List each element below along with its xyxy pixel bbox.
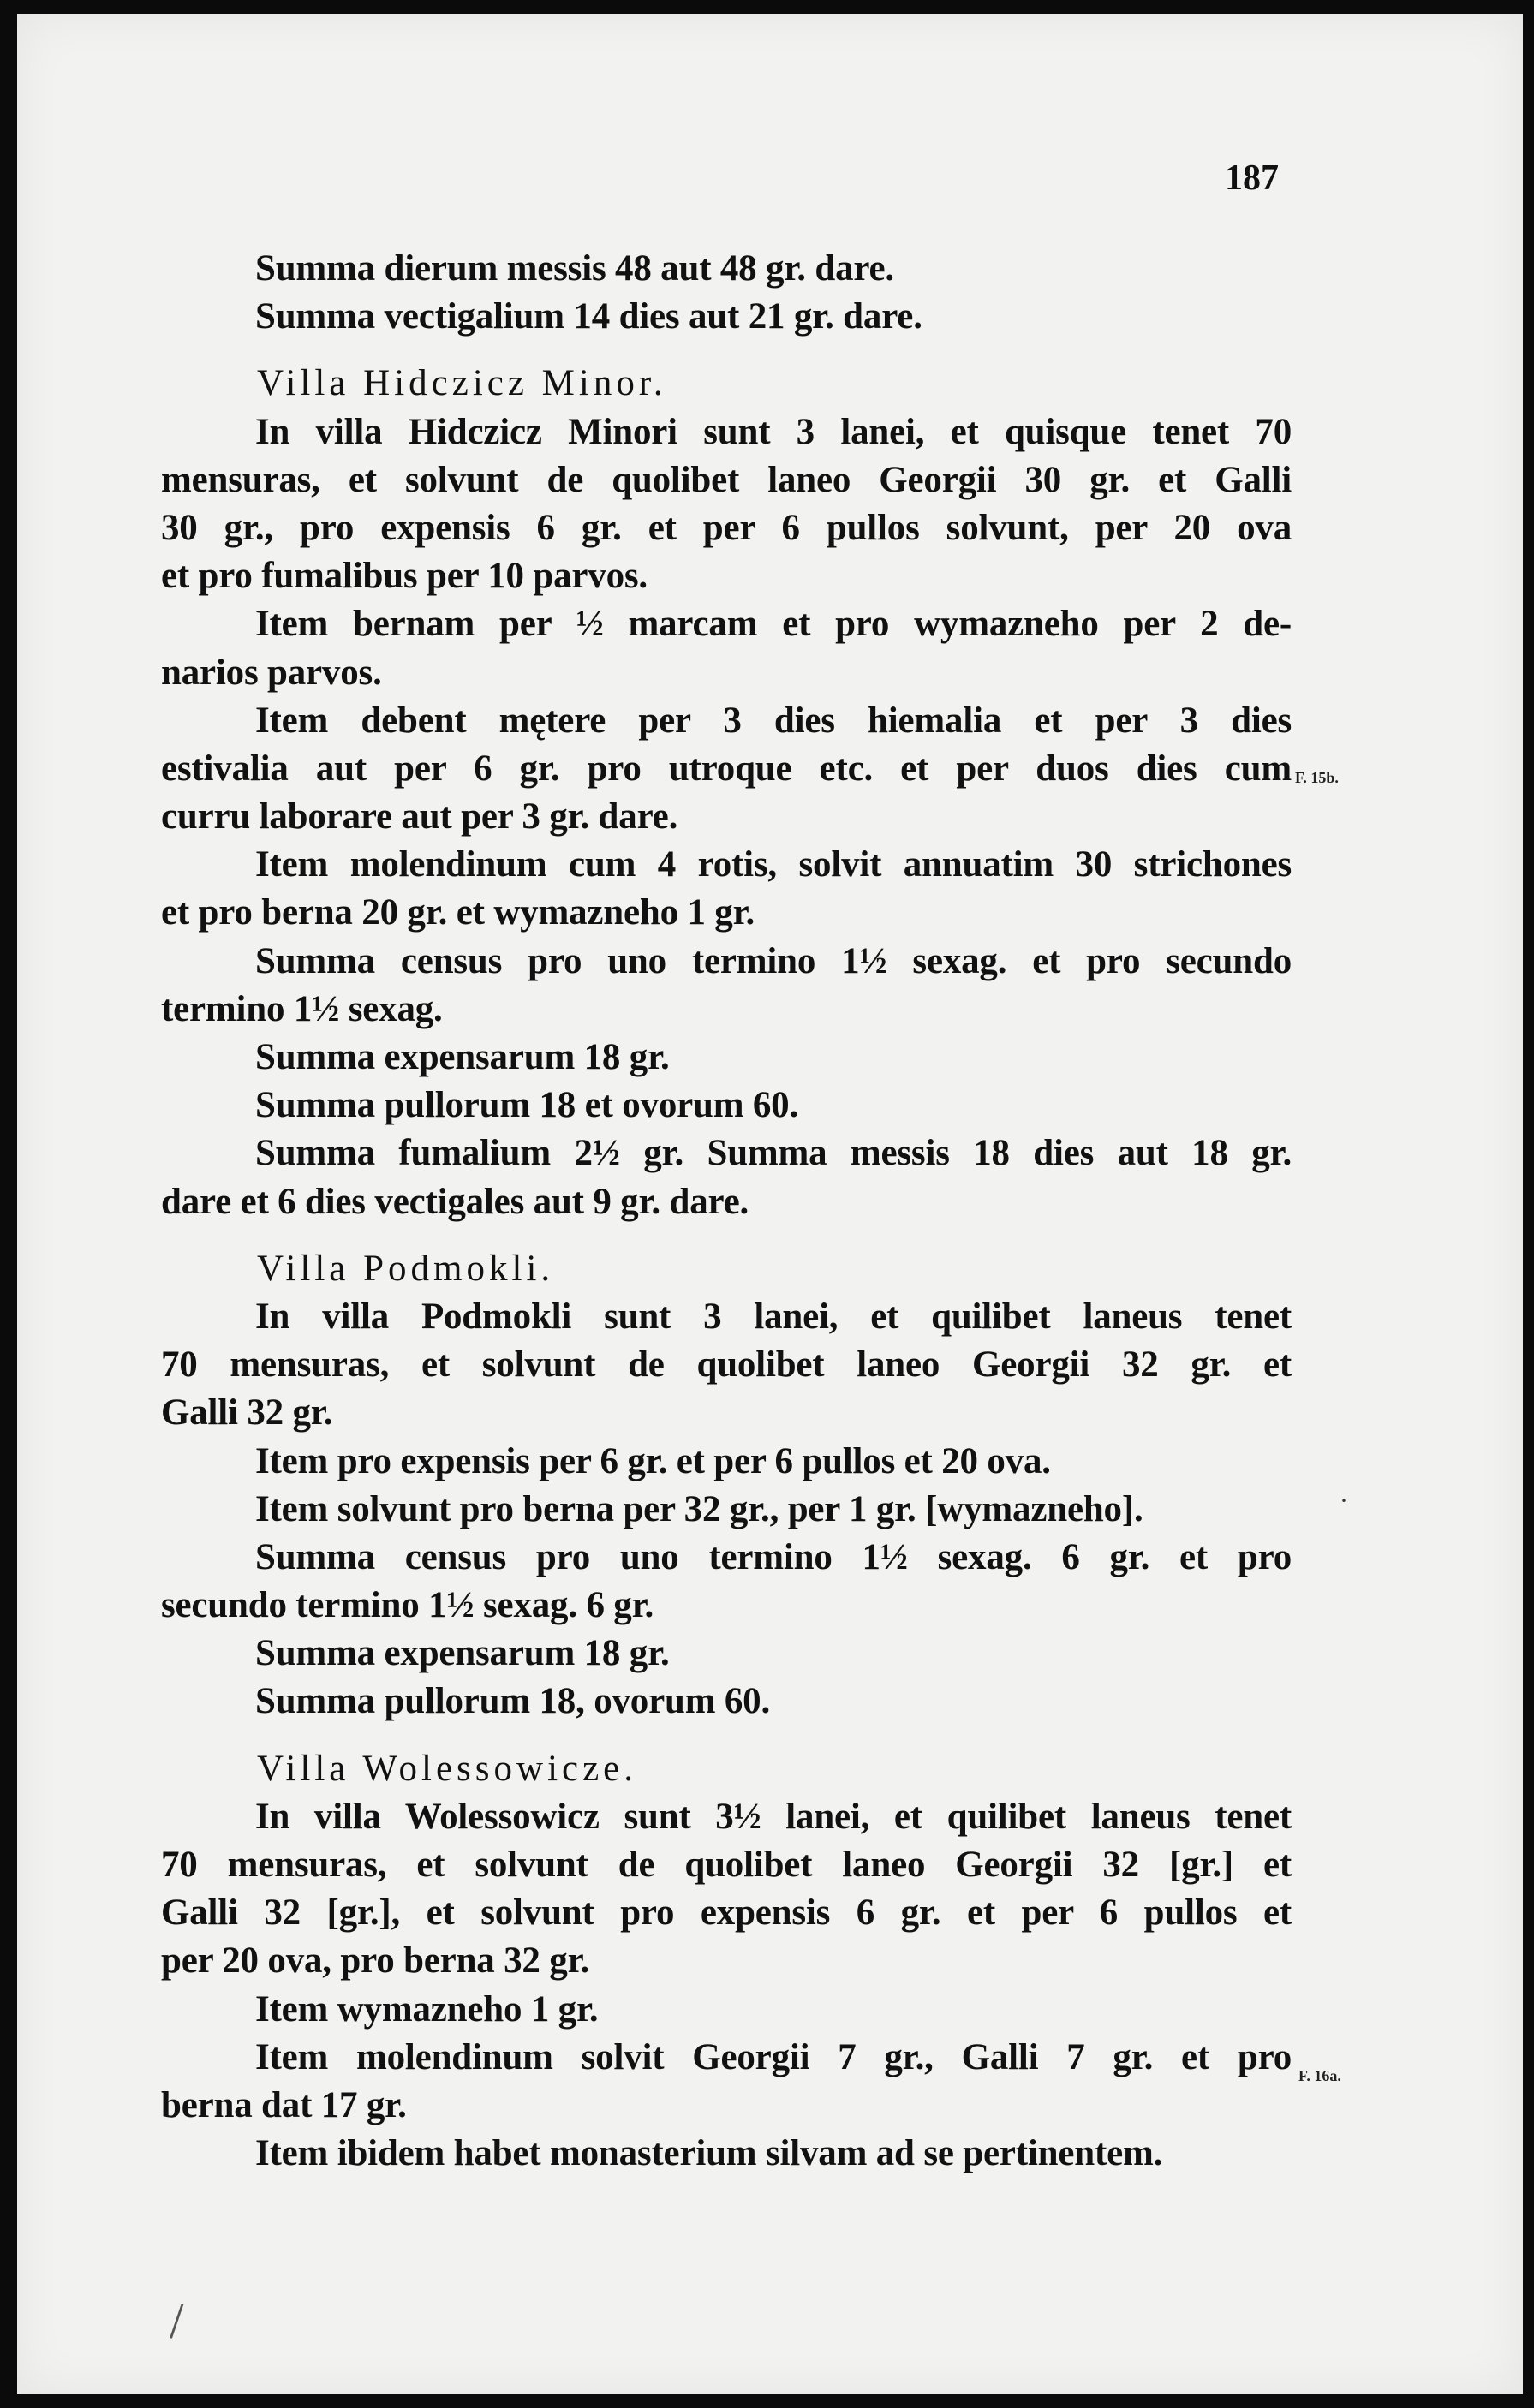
text-line: Summa census pro uno termino 1½ sexag. 6 gr. et pro	[255, 1536, 1292, 1577]
text-line: Summa expensarum 18 gr.	[255, 1633, 670, 1674]
page-number: 187	[1225, 158, 1279, 198]
text-line: et pro fumalibus per 10 parvos.	[161, 556, 648, 597]
section-heading: Villa Hidczicz Minor.	[257, 363, 667, 404]
text-line: Item molendinum cum 4 rotis, solvit annuatim 30 strichones	[255, 844, 1292, 885]
section-heading: Villa Wolessowicze.	[257, 1748, 638, 1789]
text-line: 70 mensuras, et solvunt de quolibet laneo Georgii 32 [gr.] et	[161, 1845, 1292, 1885]
text-line: curru laborare aut per 3 gr. dare.	[161, 796, 678, 837]
stray-mark: ·	[1340, 1487, 1348, 1515]
page-sheet	[17, 14, 1523, 2394]
text-line: Item bernam per ½ marcam et pro wymazneho per 2 de-	[255, 604, 1292, 645]
text-line: In villa Wolessowicz sunt 3½ lanei, et quilibet laneus tenet	[255, 1796, 1292, 1837]
text-line: Summa fumalium 2½ gr. Summa messis 18 dies aut 18 gr.	[255, 1133, 1292, 1174]
text-line: 30 gr., pro expensis 6 gr. et per 6 pullos solvunt, per 20 ova	[161, 507, 1292, 548]
text-line: dare et 6 dies vectigales aut 9 gr. dare.	[161, 1181, 749, 1222]
document-body	[161, 245, 1292, 2178]
text-line: mensuras, et solvunt de quolibet laneo Georgii 30 gr. et Galli	[161, 459, 1292, 500]
text-line: In villa Podmokli sunt 3 lanei, et quilibet laneus tenet	[255, 1296, 1292, 1337]
text-line: 70 mensuras, et solvunt de quolibet laneo Georgii 32 gr. et	[161, 1344, 1292, 1386]
text-line: termino 1½ sexag.	[161, 988, 443, 1029]
text-line: estivalia aut per 6 gr. pro utroque etc. et per duos dies cum	[161, 748, 1292, 789]
text-line: Summa expensarum 18 gr.	[255, 1037, 670, 1077]
text-line: secundo termino 1½ sexag. 6 gr.	[161, 1585, 654, 1626]
text-line: Summa pullorum 18 et ovorum 60.	[255, 1085, 799, 1126]
text-line: Item pro expensis per 6 gr. et per 6 pullos et 20 ova.	[255, 1440, 1051, 1481]
text-line: berna dat 17 gr.	[161, 2084, 407, 2125]
text-line: Item debent mętere per 3 dies hiemalia et per 3 dies	[255, 700, 1292, 741]
text-line: et pro berna 20 gr. et wymazneho 1 gr.	[161, 892, 755, 933]
text-line: Summa dierum messis 48 aut 48 gr. dare.	[255, 248, 894, 289]
text-line: per 20 ova, pro berna 32 gr.	[161, 1940, 590, 1982]
text-line: Item ibidem habet monasterium silvam ad se pertinentem.	[255, 2133, 1163, 2174]
margin-note-folio: F. 15b.	[1295, 769, 1339, 786]
margin-note-folio: F. 16a.	[1298, 2067, 1341, 2084]
text-line: Galli 32 [gr.], et solvunt pro expensis 6 gr. et per 6 pullos et	[161, 1892, 1292, 1934]
text-line: Item wymazneho 1 gr.	[255, 1988, 599, 2030]
text-line: Summa vectigalium 14 dies aut 21 gr. dare.	[255, 296, 922, 337]
text-line: Summa pullorum 18, ovorum 60.	[255, 1681, 771, 1722]
text-line: Galli 32 gr.	[161, 1392, 333, 1433]
section-heading: Villa Podmokli.	[257, 1248, 555, 1289]
text-line: Item solvunt pro berna per 32 gr., per 1 gr. [wymazneho].	[255, 1488, 1143, 1529]
text-line: narios parvos.	[161, 652, 382, 693]
text-line: In villa Hidczicz Minori sunt 3 lanei, et quisque tenet 70	[255, 411, 1292, 452]
text-line: Item molendinum solvit Georgii 7 gr., Galli 7 gr. et pro	[255, 2036, 1292, 2077]
text-line: Summa census pro uno termino 1½ sexag. et pro secundo	[255, 940, 1292, 981]
scan-mark: /	[170, 2292, 184, 2349]
